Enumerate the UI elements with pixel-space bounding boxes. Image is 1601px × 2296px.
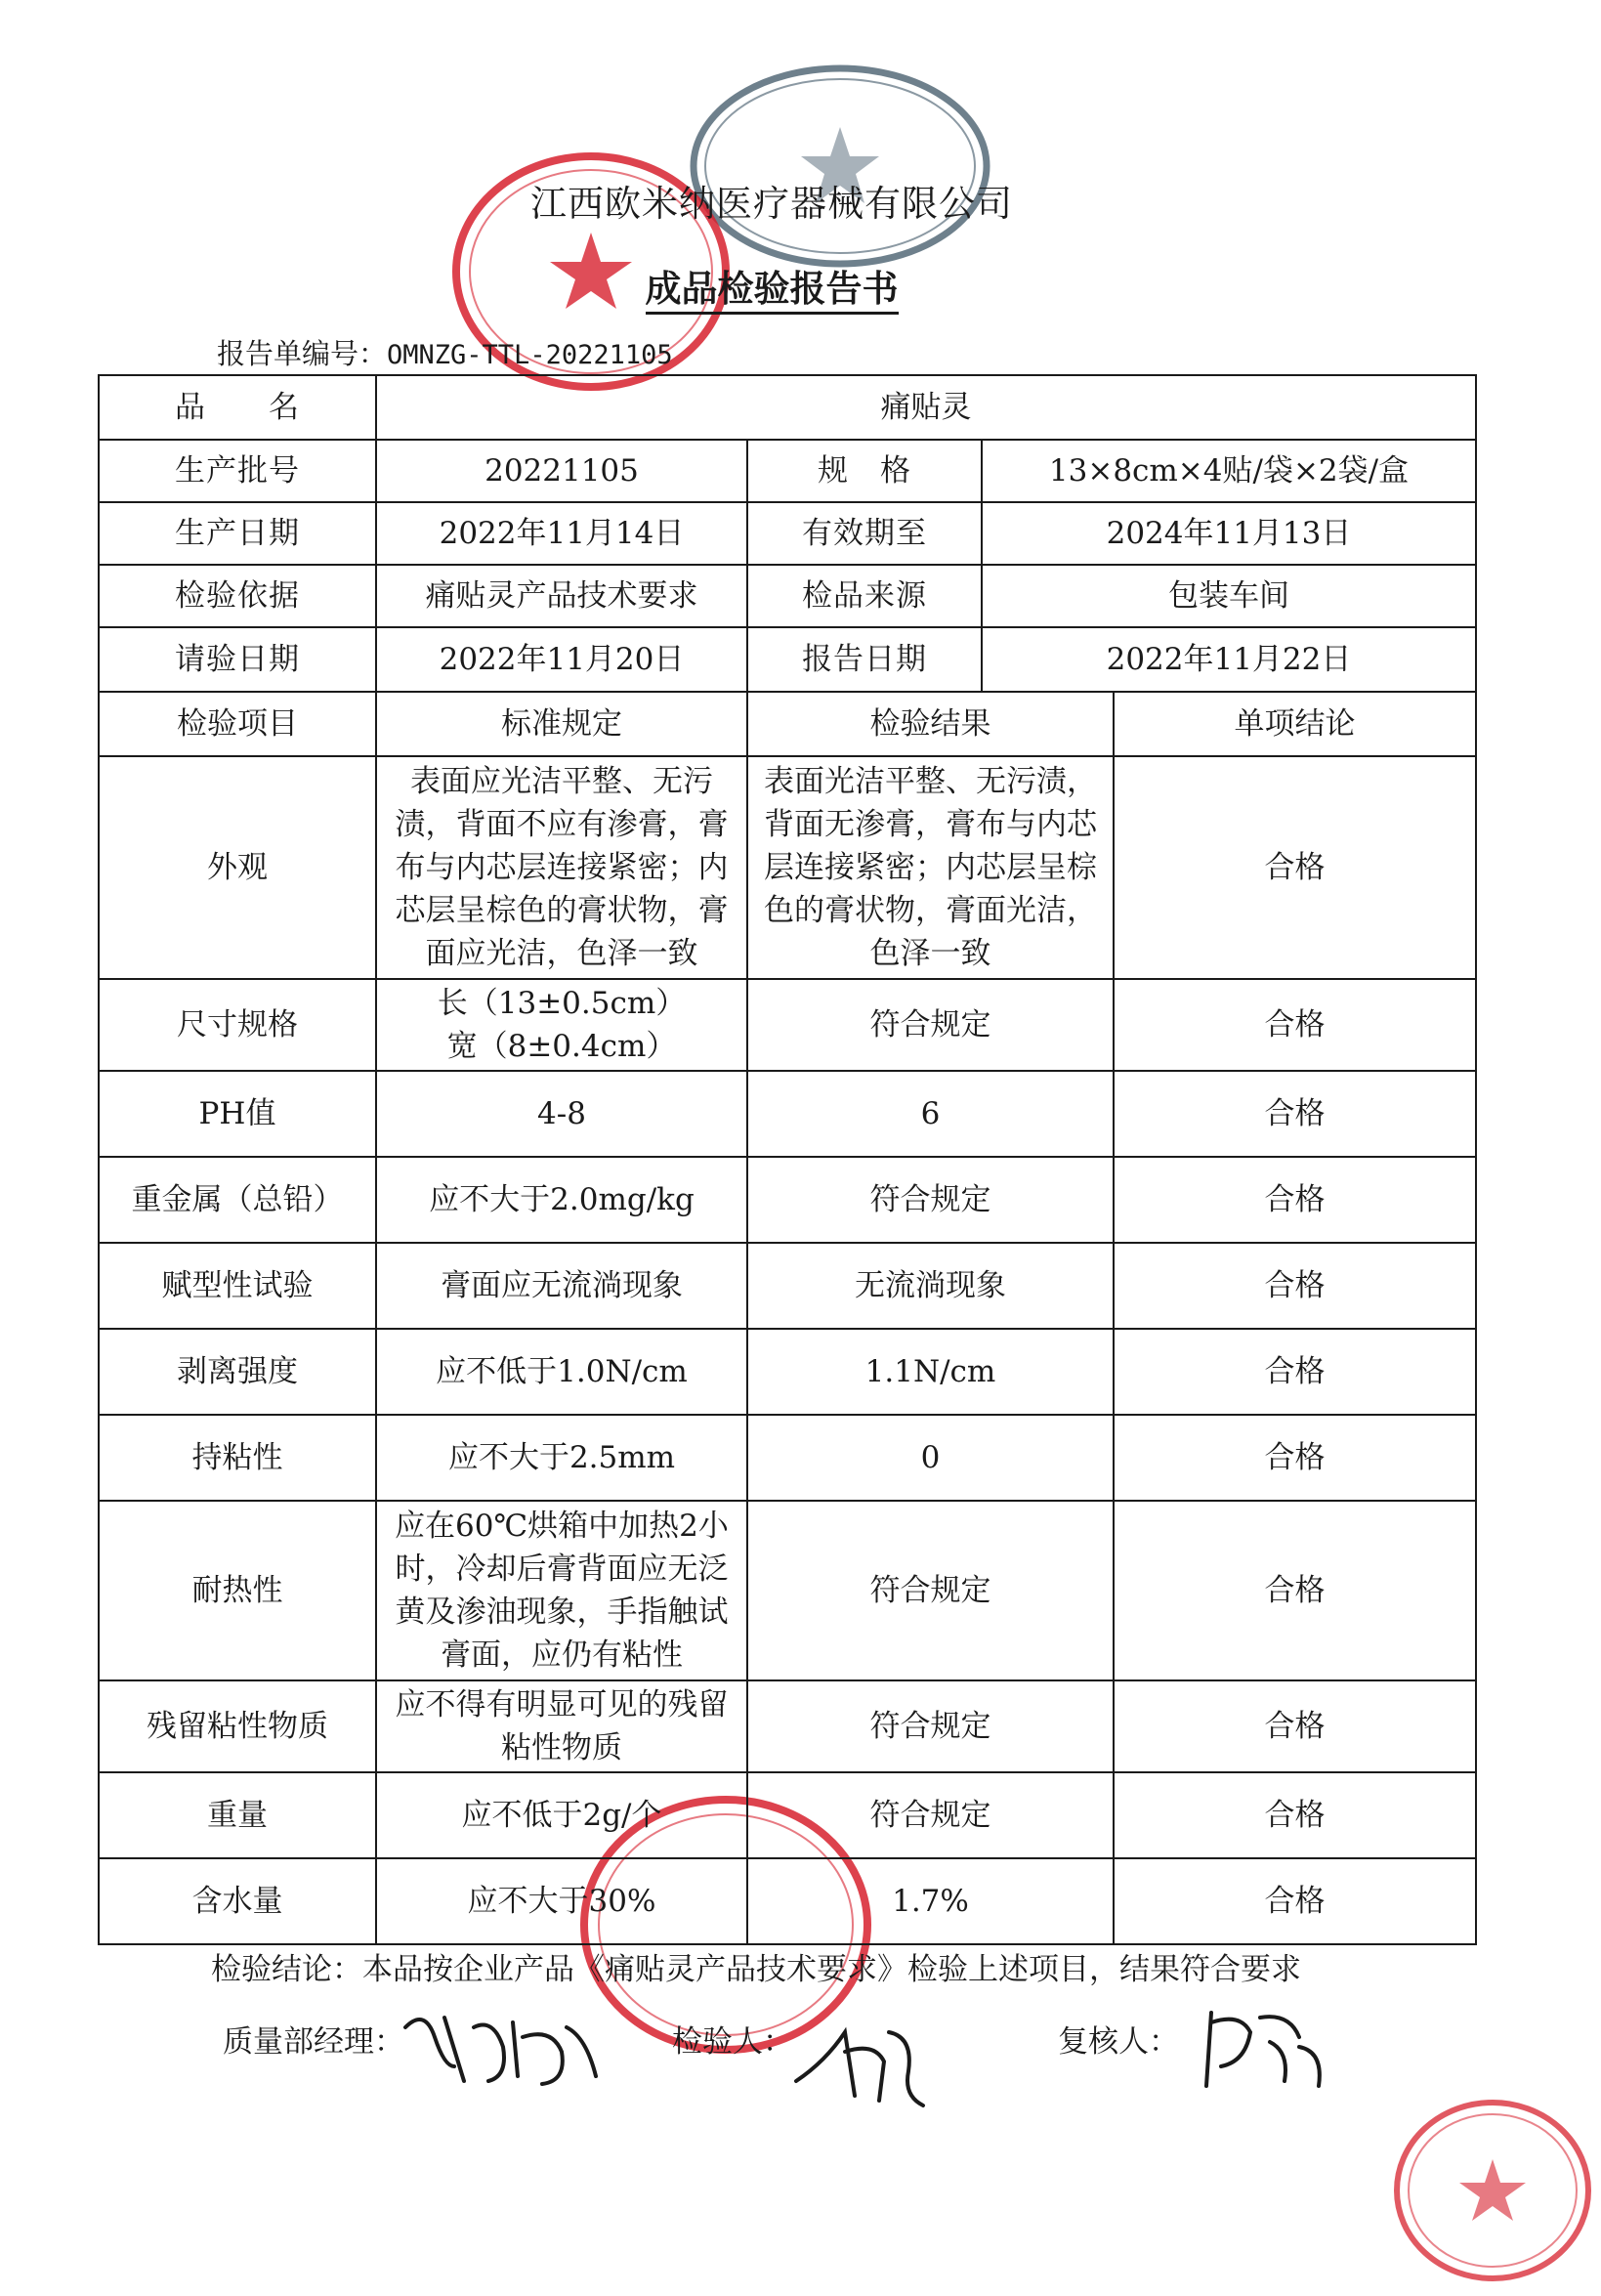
request-date-label: 请验日期 [99, 627, 376, 692]
table-row [99, 1329, 1476, 1415]
table-row [99, 1501, 1476, 1680]
report-number-value: OMNZG-TTL-20221105 [387, 340, 673, 370]
result-cell: 表面光洁平整、无污渍，背面无渗膏，膏布与内芯层连接紧密；内芯层呈棕色的膏状物，膏面光洁，色泽一致 [747, 756, 1114, 979]
request-date-value: 2022年11月20日 [376, 627, 747, 692]
col-header-item: 检验项目 [99, 692, 376, 756]
table-row [99, 1243, 1476, 1329]
table-row [99, 502, 1476, 565]
company-name: 江西欧米纳医疗器械有限公司 [530, 183, 1013, 225]
col-header-result: 检验结果 [747, 692, 1114, 756]
standard-cell: 应不低于1.0N/cm [376, 1329, 747, 1415]
table-row [99, 1680, 1476, 1772]
table-row [99, 1415, 1476, 1501]
table-row [99, 440, 1476, 502]
table-header-row [99, 692, 1476, 756]
source-value: 包装车间 [982, 565, 1476, 627]
item-cell: PH值 [99, 1071, 376, 1157]
result-cell: 6 [747, 1071, 1114, 1157]
manager-signature [396, 1998, 611, 2096]
document-title-text: 成品检验报告书 [646, 267, 899, 315]
conclusion-cell: 合格 [1114, 1071, 1476, 1157]
standard-cell: 应在60℃烘箱中加热2小时，冷却后膏背面应无泛黄及渗油现象，手指触试膏面，应仍有粘性 [376, 1501, 747, 1680]
batch-value: 20221105 [376, 440, 747, 502]
result-cell: 1.1N/cm [747, 1329, 1114, 1415]
item-cell: 耐热性 [99, 1501, 376, 1680]
standard-cell: 4-8 [376, 1071, 747, 1157]
expiry-label: 有效期至 [747, 502, 982, 565]
batch-label: 生产批号 [99, 440, 376, 502]
table-row [99, 375, 1476, 440]
standard-cell: 膏面应无流淌现象 [376, 1243, 747, 1329]
manager-label: 质量部经理： [223, 2024, 404, 2060]
standard-cell: 应不得有明显可见的残留粘性物质 [376, 1680, 747, 1772]
basis-value: 痛贴灵产品技术要求 [376, 565, 747, 627]
inspection-table [98, 374, 1477, 1945]
result-cell: 1.7% [747, 1858, 1114, 1944]
table-row [99, 1071, 1476, 1157]
report-date-value: 2022年11月22日 [982, 627, 1476, 692]
table-row [99, 756, 1476, 979]
item-cell: 剥离强度 [99, 1329, 376, 1415]
standard-cell: 应不大于30% [376, 1858, 747, 1944]
table-row [99, 1157, 1476, 1243]
item-cell: 持粘性 [99, 1415, 376, 1501]
corner-seal-red [1387, 2091, 1592, 2286]
standard-cell: 应不大于2.5mm [376, 1415, 747, 1501]
inspector-label: 检验人： [672, 2024, 793, 2060]
report-number-label: 报告单编号： [217, 337, 388, 370]
standard-line: 长（13±0.5cm） [437, 986, 687, 1021]
result-cell: 符合规定 [747, 979, 1114, 1071]
spec-label: 规 格 [747, 440, 982, 502]
source-label: 检品来源 [747, 565, 982, 627]
standard-line: 宽（8±0.4cm） [446, 1029, 677, 1065]
result-cell: 符合规定 [747, 1680, 1114, 1772]
table-row [99, 979, 1476, 1071]
item-cell: 赋型性试验 [99, 1243, 376, 1329]
item-cell: 残留粘性物质 [99, 1680, 376, 1772]
report-date-label: 报告日期 [747, 627, 982, 692]
product-label: 品 名 [99, 375, 376, 440]
conclusion-cell: 合格 [1114, 1501, 1476, 1680]
conclusion-cell: 合格 [1114, 1858, 1476, 1944]
item-cell: 外观 [99, 756, 376, 979]
document-title [0, 259, 1543, 312]
result-cell: 符合规定 [747, 1157, 1114, 1243]
conclusion-cell: 合格 [1114, 1157, 1476, 1243]
conclusion-cell: 合格 [1114, 1680, 1476, 1772]
item-cell: 尺寸规格 [99, 979, 376, 1071]
conclusion-cell: 合格 [1114, 979, 1476, 1071]
standard-cell: 应不低于2g/个 [376, 1772, 747, 1858]
mfg-date-value: 2022年11月14日 [376, 502, 747, 565]
report-number [217, 332, 673, 372]
conclusion-cell: 合格 [1114, 1415, 1476, 1501]
standard-cell: 应不大于2.0mg/kg [376, 1157, 747, 1243]
table-row [99, 565, 1476, 627]
table-row [99, 1858, 1476, 1944]
conclusion-cell: 合格 [1114, 756, 1476, 979]
conclusion-cell: 合格 [1114, 1772, 1476, 1858]
product-value: 痛贴灵 [376, 375, 1476, 440]
col-header-standard: 标准规定 [376, 692, 747, 756]
reviewer-signature [1192, 1993, 1338, 2101]
table-row [99, 1772, 1476, 1858]
standard-cell: 表面应光洁平整、无污渍，背面不应有渗膏，膏布与内芯层连接紧密；内芯层呈棕色的膏状物，膏面应光洁，色泽一致 [376, 756, 747, 979]
mfg-date-label: 生产日期 [99, 502, 376, 565]
standard-cell [376, 979, 747, 1071]
result-cell: 无流淌现象 [747, 1243, 1114, 1329]
table-row [99, 627, 1476, 692]
conclusion-cell: 合格 [1114, 1243, 1476, 1329]
result-cell: 符合规定 [747, 1772, 1114, 1858]
item-cell: 重量 [99, 1772, 376, 1858]
inspection-conclusion: 检验结论：本品按企业产品《痛贴灵产品技术要求》检验上述项目，结果符合要求 [211, 1952, 1301, 1987]
result-cell: 符合规定 [747, 1501, 1114, 1680]
col-header-conclusion: 单项结论 [1114, 692, 1476, 756]
spec-value: 13×8cm×4贴/袋×2袋/盒 [982, 440, 1476, 502]
item-cell: 含水量 [99, 1858, 376, 1944]
reviewer-label: 复核人： [1058, 2024, 1179, 2060]
conclusion-cell: 合格 [1114, 1329, 1476, 1415]
inspector-signature [786, 2003, 943, 2110]
result-cell: 0 [747, 1415, 1114, 1501]
item-cell: 重金属（总铅） [99, 1157, 376, 1243]
expiry-value: 2024年11月13日 [982, 502, 1476, 565]
basis-label: 检验依据 [99, 565, 376, 627]
